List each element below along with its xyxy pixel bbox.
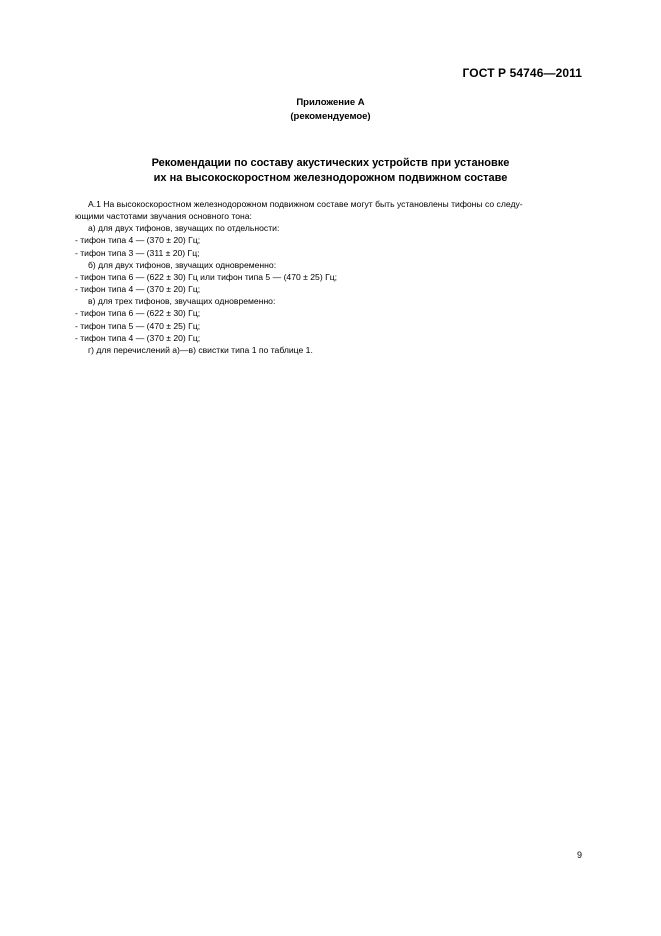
list-item-a: а) для двух тифонов, звучащих по отдельности:	[88, 223, 280, 234]
paragraph-a1-line-1: А.1 На высокоскоростном железнодорожном подвижном составе могут быть установлены тифоны со следу-	[88, 199, 523, 209]
list-subitem: - тифон типа 4 — (370 ± 20) Гц;	[75, 235, 201, 246]
annex-status: (рекомендуемое)	[290, 111, 371, 122]
annex-heading	[0, 156, 661, 186]
list-subitem: - тифон типа 6 — (622 ± 30) Гц или тифон типа 5 — (470 ± 25) Гц;	[75, 271, 338, 282]
list-subitem: - тифон типа 5 — (470 ± 25) Гц;	[75, 320, 201, 331]
list-subitem: - тифон типа 4 — (370 ± 20) Гц;	[75, 332, 201, 343]
annex-title-block	[0, 96, 661, 124]
annex-body-text	[75, 198, 585, 356]
paragraph-a1-line-2: ющими частотами звучания основного тона:	[75, 211, 252, 222]
page-number: 9	[576, 850, 582, 860]
list-item-g: г) для перечислений а)—в) свистки типа 1 по таблице 1.	[88, 344, 313, 355]
annex-heading-line-1: Рекомендации по составу акустических устройств при установке	[151, 157, 510, 169]
list-subitem: - тифон типа 4 — (370 ± 20) Гц;	[75, 284, 201, 295]
list-item-b: б) для двух тифонов, звучащих одновременно:	[88, 259, 277, 270]
document-code: ГОСТ Р 54746—2011	[462, 66, 582, 80]
annex-heading-line-2: их на высокоскоростном железнодорожном подвижном составе	[153, 172, 508, 184]
annex-label: Приложение А	[296, 97, 365, 108]
list-subitem: - тифон типа 6 — (622 ± 30) Гц;	[75, 308, 201, 319]
list-item-v: в) для трех тифонов, звучащих одновременно:	[88, 296, 276, 307]
list-subitem: - тифон типа 3 — (311 ± 20) Гц;	[75, 247, 200, 258]
